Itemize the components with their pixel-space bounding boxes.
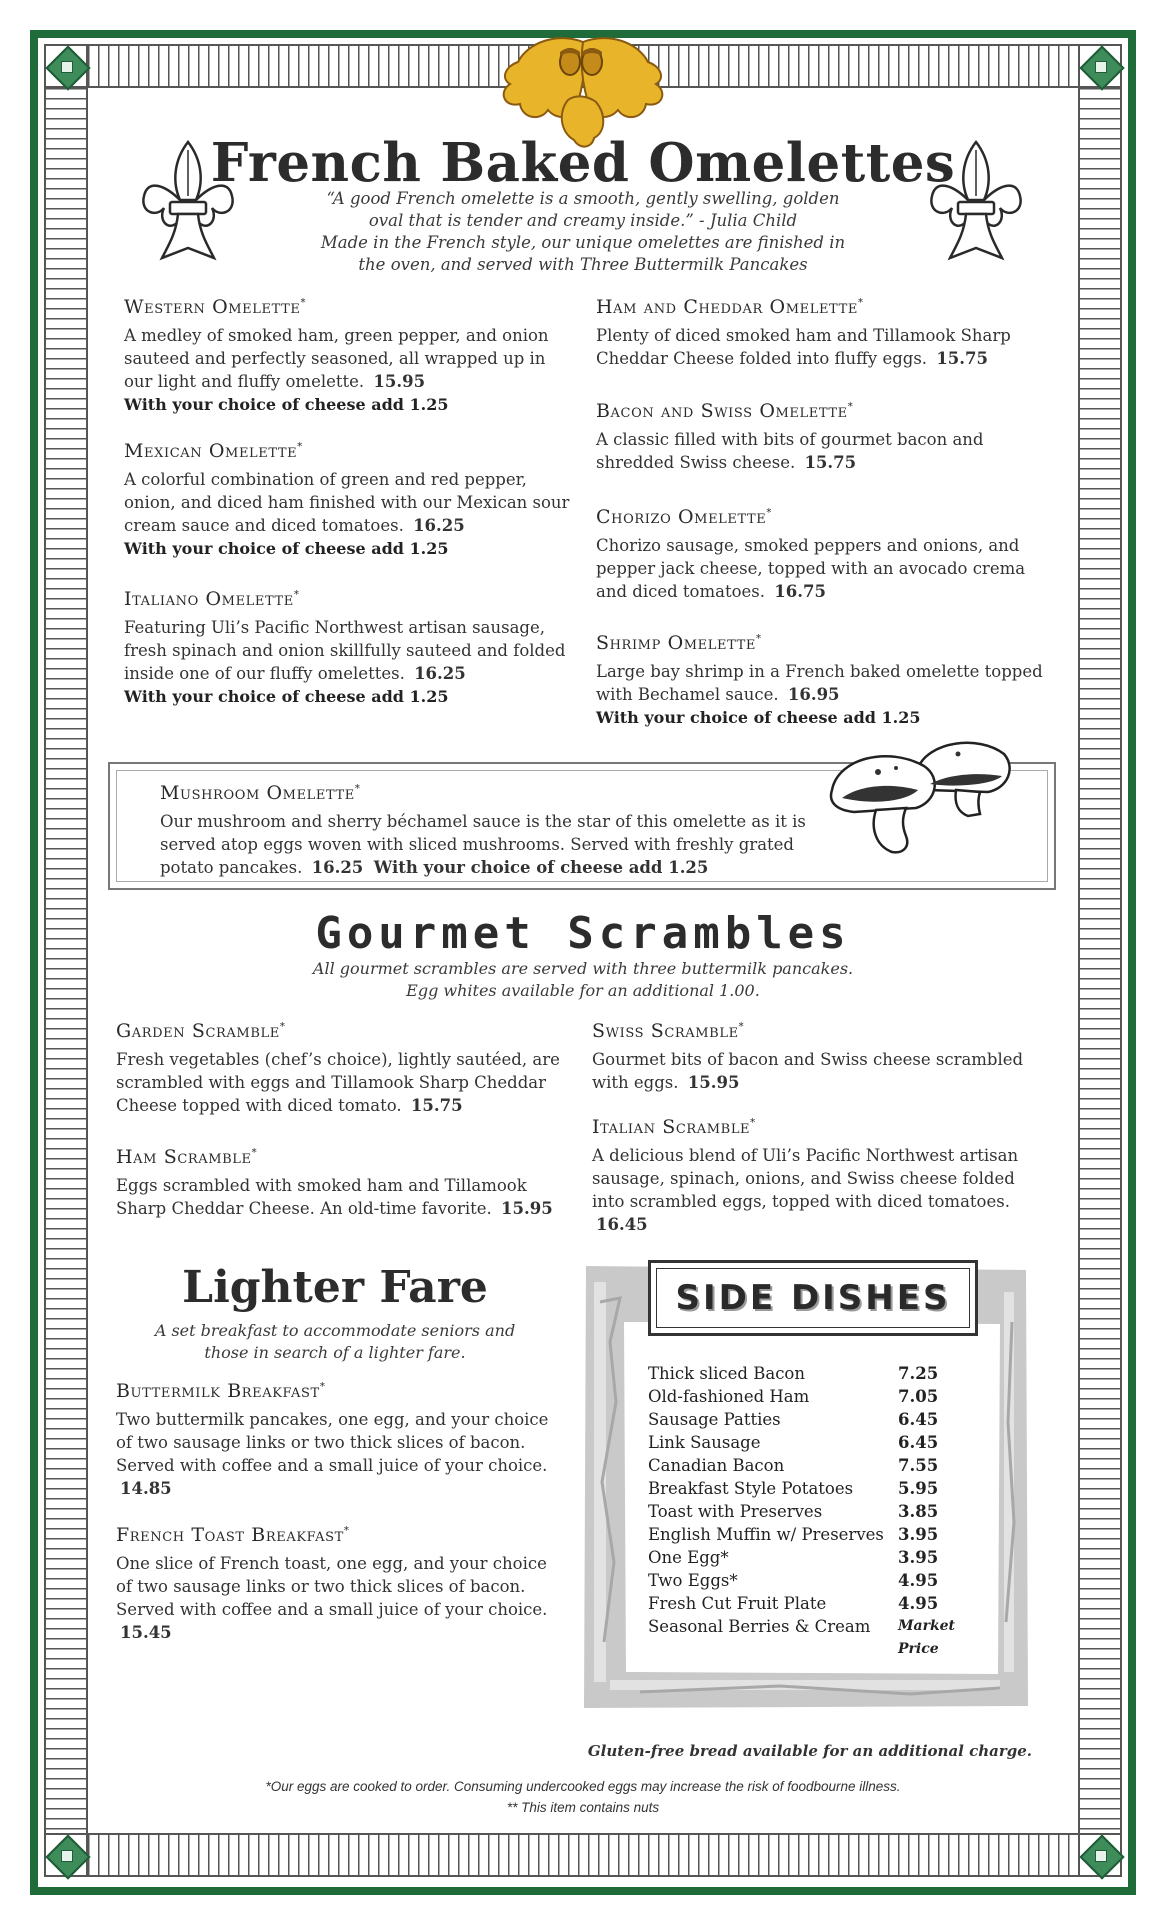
item-name: Ham and Cheddar Omelette*: [596, 296, 864, 318]
item-price: 16.25: [311, 858, 364, 877]
cheese-option: With your choice of cheese add 1.25: [124, 395, 449, 414]
corner-tile-icon: [1078, 1833, 1122, 1877]
item-description: Our mushroom and sherry béchamel sauce is the star of this omelette as it is served atop eggs woven with sliced mushrooms. Served with freshly grated potato pancakes. 16.25 With your choice of cheese add 1.25: [160, 812, 806, 877]
item-description: A colorful combination of green and red pepper, onion, and diced ham finished with our Mexican sour cream sauce and diced tomatoes. 16.25: [124, 470, 570, 535]
border-track-left: [44, 88, 88, 1833]
item-price: 15.75: [804, 453, 857, 472]
corner-tile-icon: [44, 1833, 88, 1877]
menu-item-chorizo-omelette: [596, 506, 1036, 603]
item-name: Mushroom Omelette*: [160, 782, 361, 804]
item-name: Western Omelette*: [124, 296, 307, 318]
item-description: Chorizo sausage, smoked peppers and onions, and pepper jack cheese, topped with an avocado crema and diced tomatoes. 16.75: [596, 536, 1026, 601]
item-price: 15.75: [410, 1096, 463, 1115]
item-name: Bacon and Swiss Omelette*: [596, 400, 854, 422]
mushroom-icon: [818, 728, 1018, 858]
menu-item-swiss-scramble: [592, 1020, 1038, 1094]
list-item: Seasonal Berries & Cream Market Price: [648, 1617, 956, 1657]
item-price: 15.95: [373, 372, 426, 391]
corner-tile-icon: [1078, 44, 1122, 88]
side-dishes-list: [648, 1362, 988, 1661]
list-item: Old-fashioned Ham 7.05: [648, 1387, 939, 1406]
item-name: Italian Scramble*: [592, 1116, 756, 1138]
item-description: Gourmet bits of bacon and Swiss cheese scrambled with eggs. 15.95: [592, 1050, 1024, 1092]
cheese-option: With your choice of cheese add 1.25: [124, 687, 449, 706]
list-item: Link Sausage 6.45: [648, 1433, 939, 1452]
item-name: Swiss Scramble*: [592, 1020, 745, 1042]
intro-line: “A good French omelette is a smooth, gently swelling, golden: [326, 189, 840, 208]
item-description: Two buttermilk pancakes, one egg, and your choice of two sausage links or two thick slices of bacon. Served with coffee and a small juice of your choice. 14.85: [116, 1410, 549, 1498]
item-description: Eggs scrambled with smoked ham and Tillamook Sharp Cheddar Cheese. An old-time favorite. 15.95: [116, 1176, 553, 1218]
gluten-free-note: Gluten-free bread available for an additional charge.: [587, 1742, 1032, 1760]
cheese-option: With your choice of cheese add 1.25: [373, 858, 709, 877]
side-dishes-banner: [648, 1260, 978, 1336]
menu-item-italiano-omelette: [124, 588, 584, 708]
item-price: 16.45: [596, 1215, 648, 1234]
list-item: Canadian Bacon 7.55: [648, 1456, 939, 1475]
list-item: Breakfast Style Potatoes 5.95: [648, 1479, 939, 1498]
item-description: A classic filled with bits of gourmet bacon and shredded Swiss cheese. 15.75: [596, 430, 984, 472]
menu-item-bacon-swiss-omelette: [596, 400, 1036, 474]
intro-line: Made in the French style, our unique omelettes are finished in: [320, 233, 846, 252]
border-track-bottom: [48, 1833, 1118, 1877]
item-description: A delicious blend of Uli’s Pacific Northwest artisan sausage, spinach, onions, and Swiss cheese folded into scrambled eggs, topped with diced tomatoes. 16.45: [592, 1146, 1019, 1234]
list-item: Two Eggs* 4.95: [648, 1571, 939, 1590]
menu-item-ham-scramble: [116, 1146, 566, 1220]
menu-item-mexican-omelette: [124, 440, 574, 560]
side-dishes-title: SIDE DISHES: [675, 1278, 951, 1318]
item-price: 16.25: [413, 516, 465, 535]
item-name: Chorizo Omelette*: [596, 506, 772, 528]
item-description: A medley of smoked ham, green pepper, and onion sauteed and perfectly seasoned, all wrapped up in our light and fluffy omelette. 15.95: [124, 326, 549, 391]
item-price: 16.95: [787, 685, 840, 704]
item-name: Ham Scramble*: [116, 1146, 258, 1168]
cheese-option: With your choice of cheese add 1.25: [124, 539, 449, 558]
scrambles-subtitle: [250, 958, 916, 1002]
menu-item-buttermilk-breakfast: [116, 1380, 566, 1500]
border-track-right: [1078, 88, 1122, 1833]
item-price: 15.95: [687, 1073, 740, 1092]
list-item: Sausage Patties 6.45: [648, 1410, 939, 1429]
item-price: 15.95: [501, 1199, 553, 1218]
item-price: 15.75: [936, 349, 988, 368]
item-price: 16.75: [774, 582, 826, 601]
menu-item-ham-cheddar-omelette: [596, 296, 1036, 370]
omelettes-title: French Baked Omelettes: [210, 132, 956, 194]
omelettes-intro: [250, 188, 916, 276]
intro-line: oval that is tender and creamy inside.” - Julia Child: [368, 211, 798, 230]
subtitle-line: Egg whites available for an additional 1.00.: [406, 981, 760, 1000]
corner-tile-icon: [44, 44, 88, 88]
subtitle-line: A set breakfast to accommodate seniors and: [154, 1321, 516, 1340]
item-name: Italiano Omelette*: [124, 588, 300, 610]
item-name: Buttermilk Breakfast*: [116, 1380, 326, 1402]
item-description: Featuring Uli’s Pacific Northwest artisan sausage, fresh spinach and onion skillfully sauteed and folded inside one of our fluffy omelettes. 16.25: [124, 618, 566, 683]
footer-disclaimer: [150, 1776, 1016, 1818]
menu-item-french-toast-breakfast: [116, 1524, 566, 1644]
menu-item-shrimp-omelette: [596, 632, 1046, 729]
footer-line: ** This item contains nuts: [506, 1800, 660, 1815]
list-item: Fresh Cut Fruit Plate 4.95: [648, 1594, 939, 1613]
item-name: French Toast Breakfast*: [116, 1524, 350, 1546]
item-description: Plenty of diced smoked ham and Tillamook Sharp Cheddar Cheese folded into fluffy eggs. 15.75: [596, 326, 1011, 368]
item-name: Mexican Omelette*: [124, 440, 303, 462]
item-description: One slice of French toast, one egg, and your choice of two sausage links or two thick slices of bacon. Served with coffee and a small juice of your choice. 15.45: [116, 1554, 548, 1642]
item-name: Garden Scramble*: [116, 1020, 286, 1042]
list-item: English Muffin w/ Preserves 3.95: [648, 1525, 939, 1544]
lighter-fare-title: Lighter Fare: [182, 1262, 488, 1313]
subtitle-line: All gourmet scrambles are served with three buttermilk pancakes.: [312, 959, 854, 978]
list-item: Toast with Preserves 3.85: [648, 1502, 939, 1521]
scrambles-title: Gourmet Scrambles: [315, 908, 851, 959]
item-price: 16.25: [414, 664, 466, 683]
list-item: Thick sliced Bacon 7.25: [648, 1364, 939, 1383]
item-name: Shrimp Omelette*: [596, 632, 762, 654]
lighter-fare-subtitle: [120, 1320, 550, 1364]
menu-item-italian-scramble: [592, 1116, 1038, 1236]
item-description: Large bay shrimp in a French baked omelette topped with Bechamel sauce. 16.95: [596, 662, 1043, 704]
footer-line: *Our eggs are cooked to order. Consuming undercooked eggs may increase the risk of foodbourne illness.: [265, 1779, 901, 1794]
intro-line: the oven, and served with Three Buttermilk Pancakes: [358, 255, 808, 274]
menu-item-mushroom-omelette: [160, 782, 810, 879]
item-price: 15.45: [120, 1623, 172, 1642]
list-item: One Egg* 3.95: [648, 1548, 939, 1567]
menu-item-western-omelette: [124, 296, 574, 416]
cheese-option: With your choice of cheese add 1.25: [596, 708, 921, 727]
menu-item-garden-scramble: [116, 1020, 566, 1117]
subtitle-line: those in search of a lighter fare.: [204, 1343, 466, 1362]
item-description: Fresh vegetables (chef’s choice), lightly sautéed, are scrambled with eggs and Tillamook Sharp Cheddar Cheese topped with diced tomato. 15.75: [116, 1050, 560, 1115]
item-price: 14.85: [120, 1479, 172, 1498]
